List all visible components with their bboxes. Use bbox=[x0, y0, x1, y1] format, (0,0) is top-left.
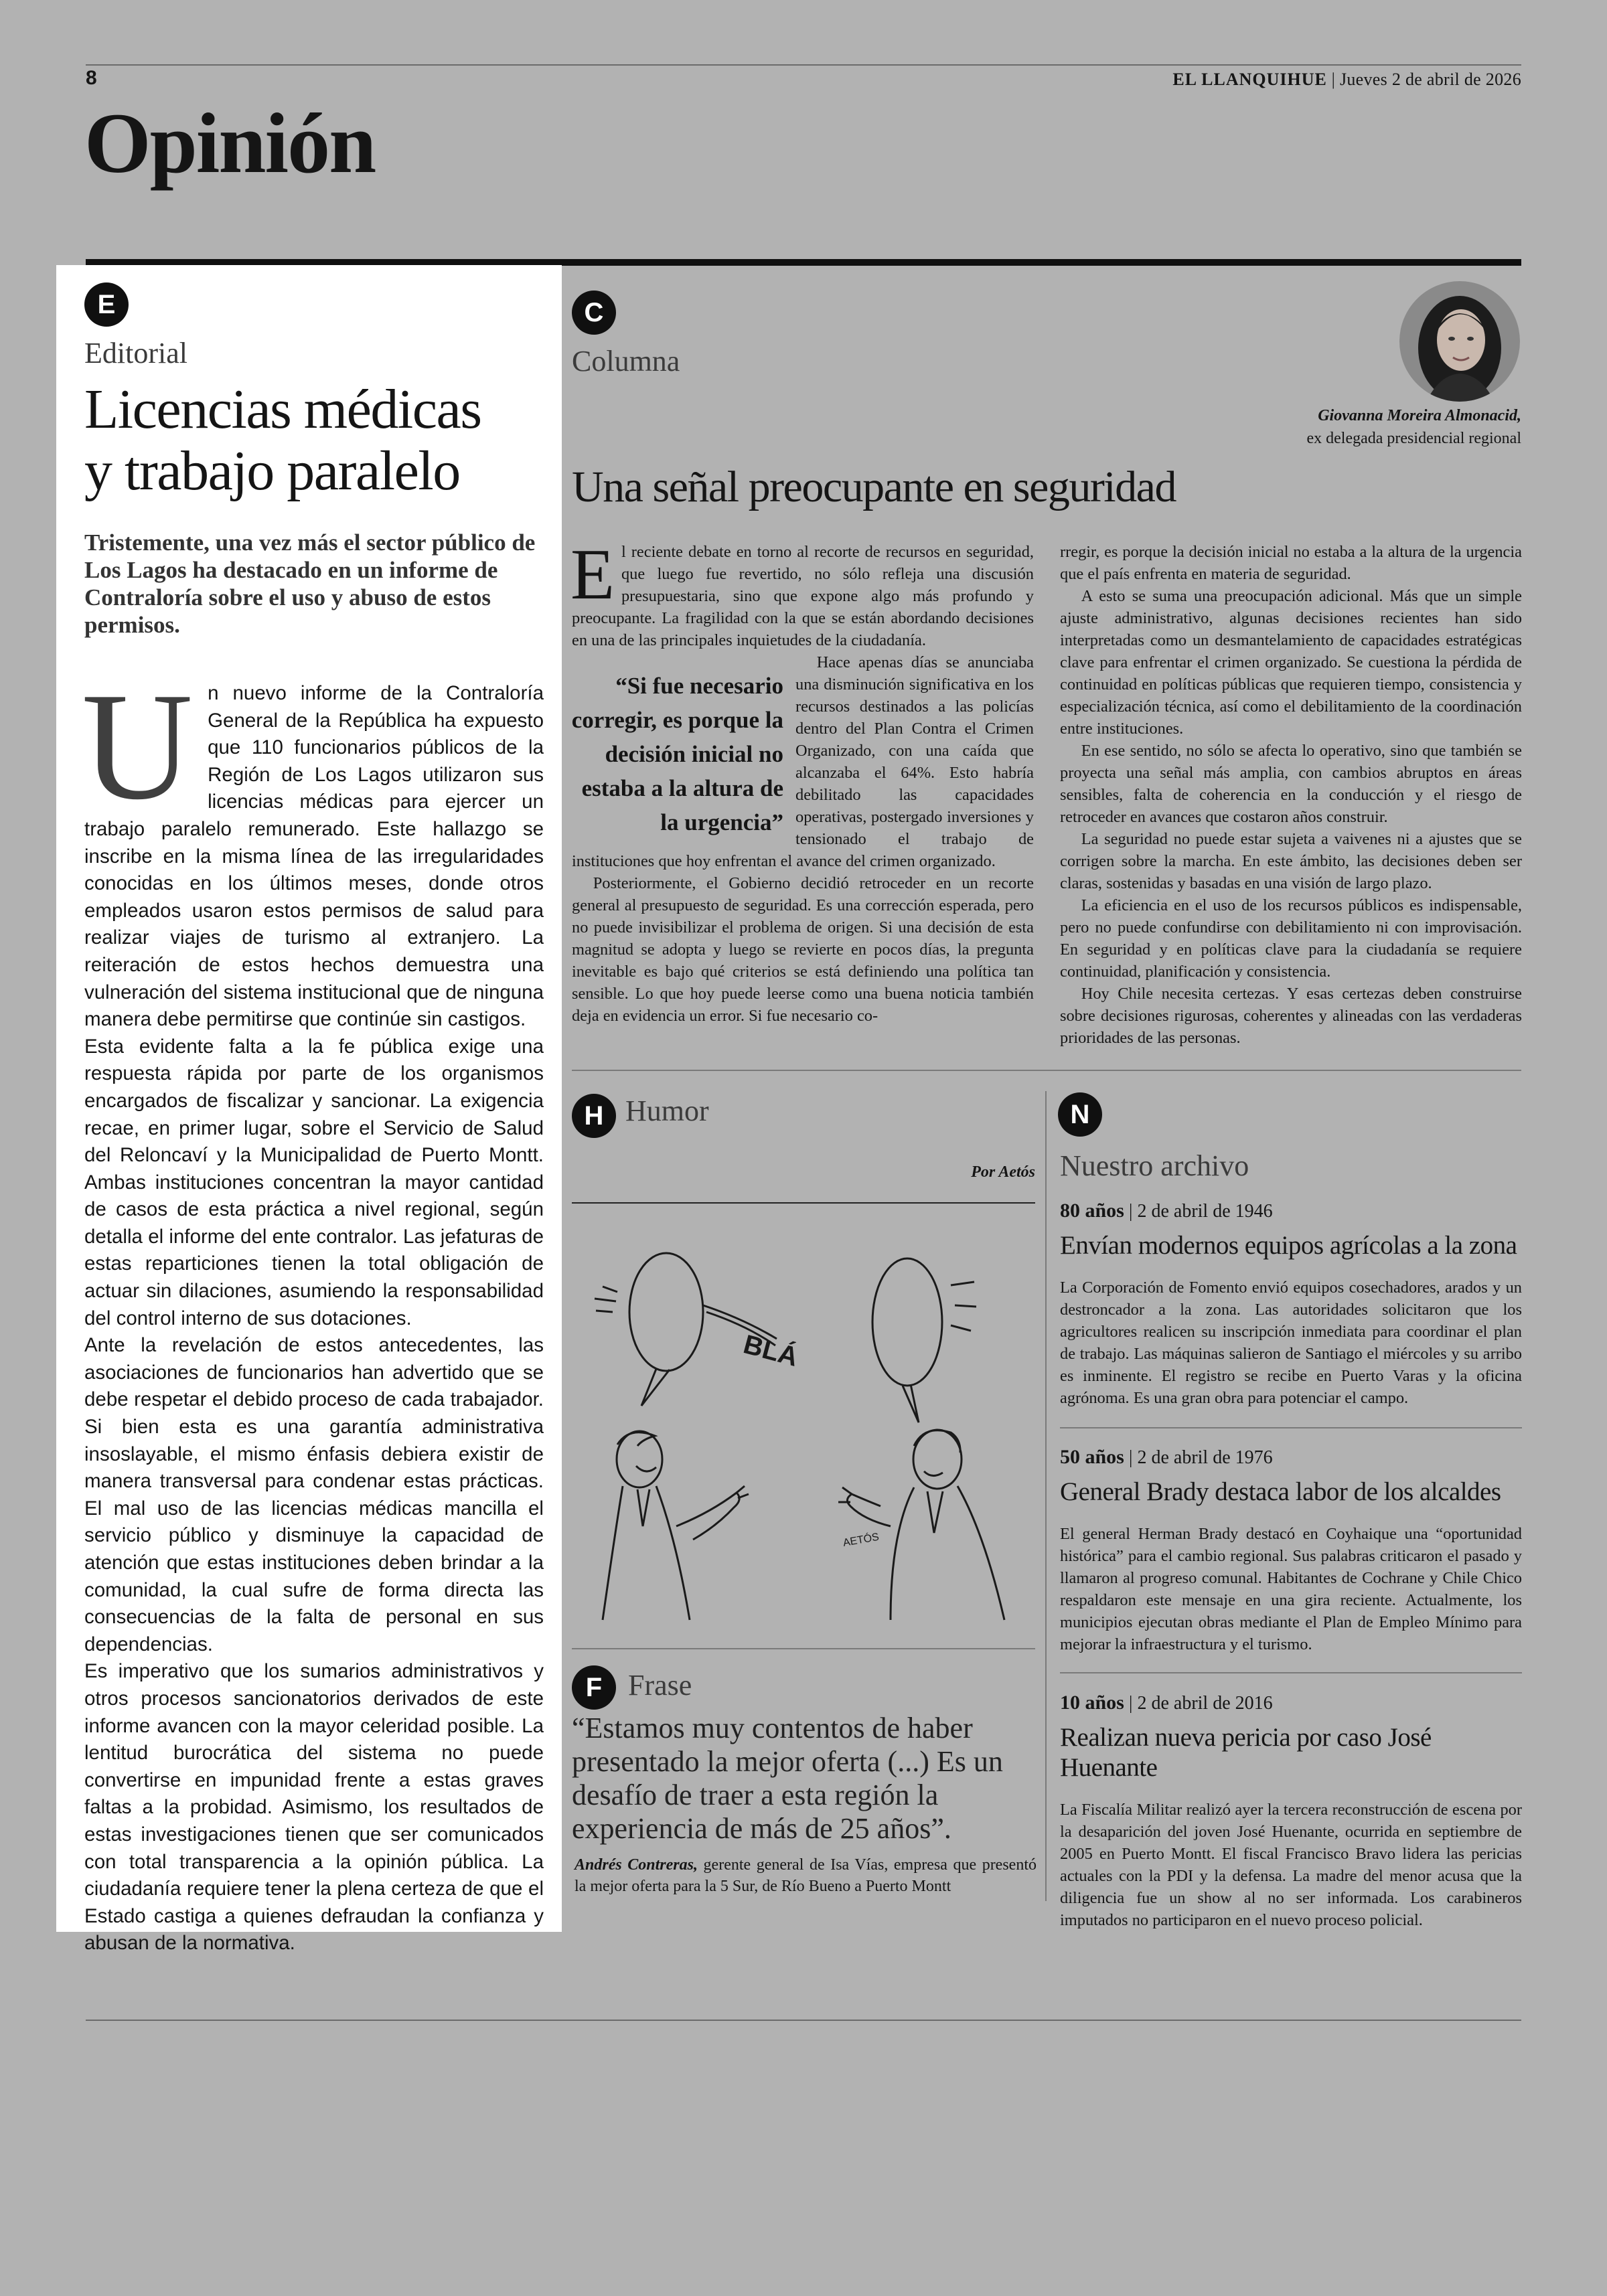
column-paragraph bbox=[570, 535, 1034, 651]
editorial-lead: Tristemente, una vez más el sector público de Los Lagos ha destacado en un informe de Contraloría sobre el uso y abuso de estos permisos. bbox=[84, 529, 536, 638]
editorial-paragraph: Ante la revelación de estos antecedentes, las asociaciones de funcionarios han advertido que se debe respetar el debido proceso de cada trabajador. Si bien esta es una garantía administrativa insoslayable, el mismo énfasis debiera existir de manera transversal para condenar estas prácticas. El mal uso de las licencias médicas mancilla el servicio público y disminuye la capacidad de atención que estas instituciones deben brindar a la comunidad, la cual sufre de forma directa las consecuencias de la falta de personal en sus dependencias. bbox=[84, 1334, 544, 1655]
author-avatar bbox=[1399, 281, 1520, 402]
archive-title: Realizan nueva pericia por caso José Huenante bbox=[1060, 1723, 1432, 1782]
archive-item: 10 años | 2 de abril de 2016 Realizan nueva pericia por caso José Huenante La Fiscalía Militar realizó ayer la tercera reconstrucción de escena por la desaparición del joven José Huenante, ocurrida en septiembre de 2005 en Puerto Montt. El fiscal Francisco Bravo lidera las pericias actuales con la PDI y la defensa. La madre del menor acusa que la diligencia fue un show al no ser informada. Los carabineros imputados no participaron en el nuevo proceso policial. bbox=[1060, 1692, 1522, 1931]
frase-kicker: Frase bbox=[628, 1669, 692, 1702]
top-rule bbox=[86, 64, 1521, 66]
editorial-panel bbox=[56, 265, 562, 1955]
editorial-paragraph: Esta evidente falta a la fe pública exige una respuesta rápida por parte de los organismos encargados de fiscalizar y sancionar. La exigencia recae, en primer lugar, sobre el Servicio de Salud del Reloncaví y la Municipalidad de Puerto Montt. Ambas instituciones concentran la mayor cantidad de casos de esta práctica a nivel regional, según detalla el informe del ente contralor. Las jefaturas de estas reparticiones tienen la total obligación de actuar sin dilaciones, asumiendo la responsabilidad del control interno de sus dotaciones. bbox=[84, 1035, 544, 1329]
frase-quote: “Estamos muy contentos de haber presentado la mejor oferta (...) Es un desafío de traer a esta región la experiencia de más de 25 años”. bbox=[572, 1712, 1003, 1845]
editorial-badge: E bbox=[84, 282, 129, 327]
lower-column-divider bbox=[1045, 1091, 1047, 1901]
archive-text: La Corporación de Fomento envió equipos cosechadores, arados y un destroncador a la zona. Las autoridades solicitaron que los agricultores realicen su inscripción inmediata para coordinar el plan de trabajo. Las máquinas salieron de Santiago el miércoles y su arribo es inminente. El registro se recibe en Puerto Varas y la oficina agrónoma. Es una gran obra para potenciar el campo. bbox=[1060, 1279, 1522, 1407]
humor-rule bbox=[572, 1202, 1035, 1204]
archive-kicker: Nuestro archivo bbox=[1060, 1149, 1249, 1182]
masthead: EL LLANQUIHUE | Jueves 2 de abril de 2026 bbox=[1172, 70, 1521, 89]
author-portrait-image bbox=[1399, 281, 1520, 402]
section-title: Opinión bbox=[84, 96, 376, 191]
humor-credit: Por Aetós bbox=[971, 1163, 1035, 1181]
archive-rule bbox=[1060, 1672, 1522, 1673]
archive-title: General Brady destaca labor de los alcaldes bbox=[1060, 1477, 1501, 1506]
page-number: 8 bbox=[86, 67, 97, 89]
author-role: ex delegada presidencial regional bbox=[1306, 430, 1521, 447]
archive-text: El general Herman Brady destacó en Coyhaique una “oportunidad histórica” para el cambio regional. Sus palabras criticaron el pasado y llamaron al progreso comunal. Habitantes de Cochrane y Chile Chico respaldaron este mensaje en una gira reciente. Actualmente, los municipios ejecutan obras mediante el Plan de Empleo Mínimo para mejorar la infraestructura y el turismo. bbox=[1060, 1525, 1522, 1653]
column-dropcap: E bbox=[570, 535, 615, 614]
editorial-paragraph-text: n nuevo informe de la Contraloría General de la República ha expuesto que 110 funcionarios públicos de la Región de Los Lagos utilizaron sus licencias médicas para ejercer un trabajo paralelo remunerado. Este hallazgo se inscribe en la misma línea de las irregularidades conocidas en los últimos meses, donde otros empleados usaron estos permisos de salud para realizar viajes de turismo al extranjero. La reiteración de estos hechos demuestra una vulneración del sistema institucional que de ninguna manera debe permitirse que continúe sin castigos. bbox=[84, 682, 544, 1031]
frase-attribution bbox=[575, 1854, 1037, 1897]
archive-text: La Fiscalía Militar realizó ayer la tercera reconstrucción de escena por la desaparición del joven José Huenante, ocurrida en septiembre de 2005 en Puerto Montt. El fiscal Francisco Bravo lidera las pericias actuales con la PDI y la defensa. La madre del menor acusa que la diligencia fue un show al no ser informada. Los carabineros imputados no participaron en el nuevo proceso policial. bbox=[1060, 1801, 1522, 1929]
cartoon-drawing bbox=[576, 1245, 1031, 1627]
column-paragraph-text: Hace apenas días se anunciaba una disminución significativa en los recursos destinados a las policías dentro del Plan Contra el Crimen Organizado, con una caída que alcanzaba el 64%. Esto habría debilitado las capacidades operativas, postergado inversiones y tensionado el trabajo de instituciones que hoy enfrentan el avance del crimen organizado. bbox=[572, 653, 1034, 870]
editorial-headline bbox=[84, 379, 540, 502]
editorial-headline-line-2: y trabajo paralelo bbox=[84, 440, 460, 502]
author-name: Giovanna Moreira Almonacid, bbox=[1318, 407, 1521, 424]
column-kicker: Columna bbox=[572, 345, 680, 378]
archive-item: 50 años | 2 de abril de 1976 General Brady destaca labor de los alcaldes El general Herman Brady destacó en Coyhaique una “oportunidad histórica” para el cambio regional. Sus palabras criticaron el pasado y llamaron al progreso comunal. Habitantes de Cochrane y Chile Chico respaldaron este mensaje en una gira reciente. Actualmente, los municipios ejecutan obras mediante el Plan de Empleo Mínimo para mejorar la infraestructura y el turismo. bbox=[1060, 1446, 1522, 1655]
archive-years: 10 años bbox=[1060, 1692, 1124, 1714]
editorial-dropcap: U bbox=[82, 661, 194, 831]
column-badge: C bbox=[572, 291, 616, 335]
archive-title: Envían modernos equipos agrícolas a la zona bbox=[1060, 1231, 1517, 1260]
column-paragraph bbox=[572, 651, 1034, 872]
humor-cartoon bbox=[576, 1245, 1031, 1627]
column-paragraph: A esto se suma una preocupación adicional. Más que un simple ajuste administrativo, algunas decisiones recientes han sido interpretadas como un desmantelamiento de capacidades estratégicas clave para enfrentar el crimen organizado. Se cuestiona la pérdida de continuidad en políticas públicas que requieren tiempo, consistencia y especialización técnica, así como el debilitamiento de la coordinación entre instituciones. bbox=[1060, 587, 1522, 738]
cartoon-signature: AETÓS bbox=[842, 1531, 881, 1549]
archive-date: 2 de abril de 1976 bbox=[1137, 1447, 1273, 1468]
frase-badge: F bbox=[572, 1665, 616, 1710]
editorial-paragraph bbox=[82, 661, 544, 1034]
newspaper-name: EL LLANQUIHUE bbox=[1172, 70, 1327, 89]
column-byline bbox=[1306, 404, 1521, 450]
editorial-body bbox=[82, 661, 544, 1957]
bottom-rule bbox=[86, 2020, 1521, 2021]
frase-author-description: gerente general de Isa Vías, empresa que presentó la mejor oferta para la 5 Sur, de Río Bueno a Puerto Montt bbox=[575, 1856, 1037, 1895]
column-paragraph: Posteriormente, el Gobierno decidió retroceder en un recorte general al presupuesto de seguridad. Es una corrección esperada, pero no puede invisibilizar el problema de origen. Si una decisión de esta magnitud se adopta y luego se revierte en pocos días, la pregunta inevitable es bajo qué criterios se está definiendo una política tan sensible. Lo que hoy puede leerse como una buena noticia también deja en evidencia un error. Si fue necesario co- bbox=[572, 874, 1034, 1025]
column-pullquote: “Si fue necesario corregir, es porque la decisión inicial no estaba a la altura de la urgencia” bbox=[571, 673, 783, 835]
column-paragraph: rregir, es porque la decisión inicial no estaba a la altura de la urgencia que el país enfrenta en materia de seguridad. bbox=[1060, 543, 1522, 583]
humor-kicker: Humor bbox=[625, 1094, 709, 1127]
archive-years: 50 años bbox=[1060, 1446, 1124, 1468]
frase-author: Andrés Contreras, bbox=[575, 1856, 698, 1874]
editorial-headline-line-1: Licencias médicas bbox=[84, 378, 481, 440]
humor-bottom-rule bbox=[572, 1648, 1035, 1649]
column-body-right bbox=[1060, 541, 1522, 1049]
cartoon-balloon-text: BLÁ bbox=[740, 1329, 801, 1372]
edition-date: Jueves 2 de abril de 2026 bbox=[1339, 70, 1521, 89]
column-paragraph-text: l reciente debate en torno al recorte de recursos en seguridad, que luego fue revertido, no sólo refleja una discusión presupuestaria, sino que expone algo más profundo y preocupante. La fragilidad con la que se están abordando decisiones en una de las principales inquietudes de la ciudadanía. bbox=[572, 543, 1034, 649]
editorial-paragraph: Es imperativo que los sumarios administrativos y otros procesos sancionatorios derivados de este informe avancen con la mayor celeridad posible. La lentitud burocrática del sistema no puede convertirse en impunidad frente a estas graves faltas a la probidad. Asimismo, los resultados de estas investigaciones tienen que ser comunicados con total transparencia a la opinión pública. La ciudadanía requiere tener la plena certeza de que el Estado castiga a quienes defraudan la confianza y abusan de la normativa. bbox=[84, 1660, 544, 1955]
archive-item: 80 años | 2 de abril de 1946 Envían modernos equipos agrícolas a la zona La Corporación de Fomento envió equipos cosechadores, arados y un destroncador a la zona. Las autoridades solicitaron que los agricultores realicen su inscripción inmediata para coordinar el plan de trabajo. Las máquinas salieron de Santiago el miércoles y su arribo es inminente. El registro se recibe en Puerto Varas y la oficina agrónoma. Es una gran obra para potenciar el campo. bbox=[1060, 1200, 1522, 1409]
column-paragraph: Hoy Chile necesita certezas. Y esas certezas deben construirse sobre decisiones rigurosas, coherentes y alineadas con las verdaderas prioridades de las personas. bbox=[1060, 985, 1522, 1047]
archive-date: 2 de abril de 1946 bbox=[1137, 1201, 1273, 1222]
column-headline: Una señal preocupante en seguridad bbox=[572, 463, 1176, 511]
column-paragraph: En ese sentido, no sólo se afecta lo operativo, sino que también se proyecta una señal más amplia, con cambios abruptos en áreas sensibles, falta de coherencia en la conducción y el riesgo de retroceder en avances que costaron años construir. bbox=[1060, 742, 1522, 826]
column-body-left bbox=[570, 535, 1034, 1027]
column-bottom-rule bbox=[572, 1070, 1521, 1071]
archive-years: 80 años bbox=[1060, 1200, 1124, 1222]
archive-date: 2 de abril de 2016 bbox=[1137, 1693, 1273, 1714]
column-paragraph: La seguridad no puede estar sujeta a vaivenes ni a ajustes que se corrigen sobre la marcha. En este ámbito, las decisiones deben ser claras, sostenidas y basadas en una visión de largo plazo. bbox=[1060, 830, 1522, 892]
column-paragraph: La eficiencia en el uso de los recursos públicos es indispensable, pero no puede confundirse con debilitamiento ni con improvisación. En seguridad y en políticas clave para la ciudadanía se requiere continuidad, planificación y consistencia. bbox=[1060, 896, 1522, 981]
humor-badge: H bbox=[572, 1094, 616, 1138]
archive-rule bbox=[1060, 1427, 1522, 1428]
editorial-kicker: Editorial bbox=[84, 337, 187, 370]
archive-badge: N bbox=[1058, 1092, 1102, 1137]
